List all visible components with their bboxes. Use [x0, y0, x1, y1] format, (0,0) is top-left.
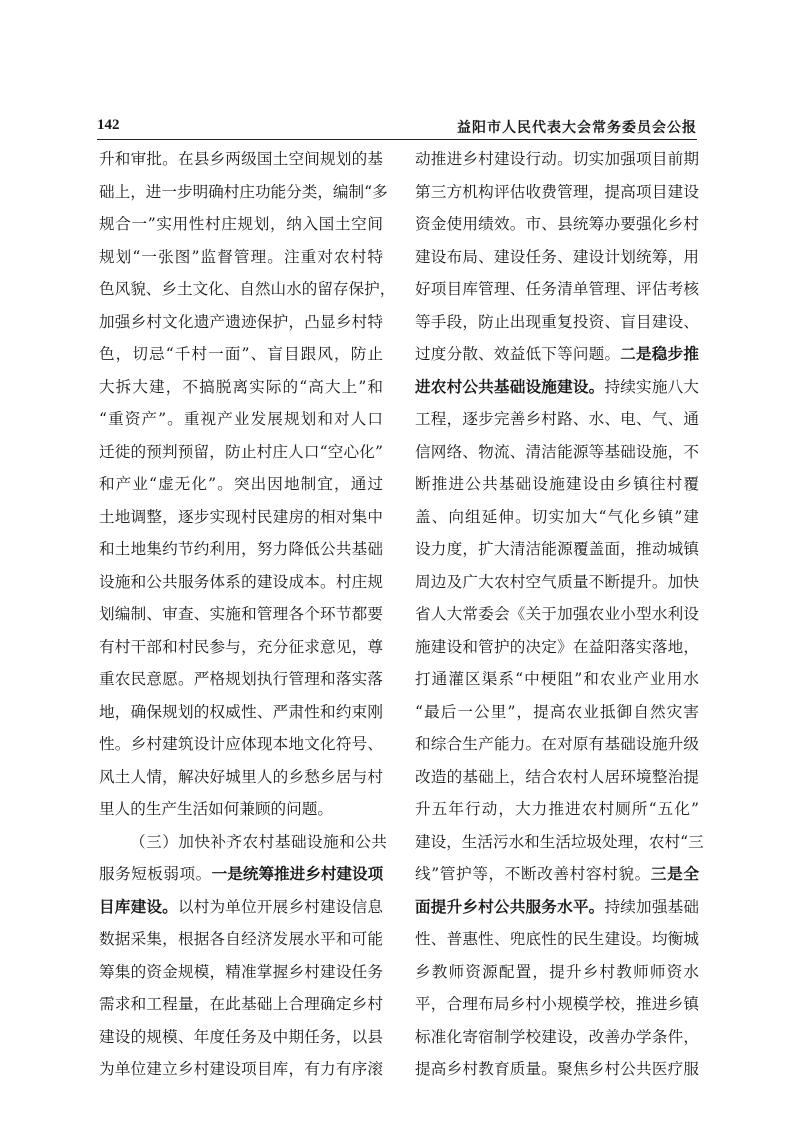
- text-segment: 信网络、物流、清洁能源等基础设施，不: [415, 442, 699, 461]
- text-segment: 周边及广大农村空气质量不断提升。加快: [415, 572, 699, 591]
- text-line: [99, 956, 383, 989]
- text-segment: 改造的基础上，结合农村人居环境整治提: [415, 767, 699, 786]
- text-segment: 性。乡村建筑设计应体现本地文化符号、: [99, 735, 383, 753]
- text-line: [99, 501, 383, 534]
- text-line: [99, 826, 388, 859]
- bold-text-segment: 进农村公共基础设施建设。: [415, 376, 605, 396]
- text-segment: 色风貌、乡土文化、自然山水的留存保护，: [99, 280, 396, 298]
- text-segment: 划编制、审查、实施和管理各个环节都要: [99, 605, 383, 623]
- text-line: [415, 826, 704, 859]
- right-text-column: [415, 143, 704, 1086]
- text-line: [415, 598, 699, 631]
- text-line: [415, 143, 699, 176]
- text-line: [415, 1021, 699, 1054]
- text-segment: 加强乡村文化遗产遗迹保护，凸显乡村特: [99, 312, 383, 331]
- text-segment: 升和审批。在县乡两级国土空间规划的基: [99, 150, 383, 168]
- text-line: [99, 176, 388, 209]
- journal-title: 益阳市人民代表大会常务委员会公报: [457, 120, 697, 136]
- text-segment: 为单位建立乡村建设项目库，有力有序滚: [99, 1060, 383, 1078]
- text-line: [415, 956, 699, 989]
- text-line: [99, 533, 383, 566]
- text-line: [415, 631, 699, 664]
- text-segment: 重农民意愿。严格规划执行管理和落实落: [99, 670, 383, 688]
- bold-text-segment: 三是全: [650, 864, 699, 883]
- text-line: [99, 858, 383, 891]
- text-segment: 础上，进一步明确村庄功能分类，编制“多: [99, 182, 388, 201]
- text-segment: 建设布局、建设任务、建设计划统筹，用: [415, 247, 699, 266]
- text-line: [415, 793, 699, 826]
- text-segment: 地，确保规划的权威性、严肃性和约束刚: [99, 702, 383, 721]
- text-segment: 风土人情，解决好城里人的乡愁乡居与村: [99, 767, 383, 786]
- text-line: [99, 663, 383, 696]
- text-line: [99, 403, 383, 436]
- page-number: 142: [97, 117, 120, 133]
- text-line: [99, 923, 383, 956]
- text-segment: 平，合理布局乡村小规模学校，推进乡镇: [415, 995, 699, 1013]
- text-line: [99, 728, 383, 761]
- text-line: [415, 208, 699, 241]
- text-line: [99, 208, 383, 241]
- text-line: [415, 891, 699, 924]
- text-segment: 动推进乡村建设行动。切实加强项目前期: [415, 150, 699, 168]
- text-line: [415, 923, 699, 956]
- text-segment: 好项目库管理、任务清单管理、评估考核: [415, 280, 699, 298]
- text-line: [415, 338, 699, 371]
- text-segment: 升五年行动，大力推进农村厕所“五化”: [415, 800, 699, 818]
- text-line: [99, 306, 383, 339]
- text-line: [99, 891, 383, 924]
- text-segment: 色，切忌“千村一面”、盲目跟风，防止: [99, 345, 383, 363]
- text-segment: 设力度，扩大清洁能源覆盖面，推动城镇: [415, 540, 699, 558]
- header-divider: [97, 139, 697, 140]
- text-segment: 土地调整，逐步实现村民建房的相对集中: [99, 507, 383, 526]
- bold-text-segment: 目库建设。: [99, 896, 178, 916]
- text-line: [99, 468, 383, 501]
- text-segment: 和土地集约节约利用，努力降低公共基础: [99, 540, 383, 558]
- text-segment: 资金使用绩效。市、县统筹办要强化乡村: [415, 215, 699, 233]
- text-segment: 性、普惠性、兜底性的民生建设。均衡城: [415, 930, 699, 948]
- text-segment: 和综合生产能力。在对原有基础设施升级: [415, 735, 699, 753]
- text-line: [99, 988, 383, 1021]
- text-segment: 有村干部和村民参与，充分征求意见，尊: [99, 637, 383, 656]
- text-segment: 设施和公共服务体系的建设成本。村庄规: [99, 572, 383, 591]
- text-line: [415, 501, 699, 534]
- text-line: [99, 1021, 383, 1054]
- text-segment: 盖、向组延伸。切实加大“气化乡镇”建: [415, 507, 699, 526]
- bold-text-segment: 一是统筹推进乡村建设项: [211, 864, 384, 883]
- text-segment: 里人的生产生活如何兼顾的问题。: [99, 800, 333, 818]
- text-line: [99, 436, 383, 469]
- text-segment: 打通灌区渠系“中梗阻”和农业产业用水: [415, 670, 699, 688]
- text-segment: 规划“一张图”监督管理。注重对农村特: [99, 247, 383, 266]
- text-segment: 乡教师资源配置，提升乡村教师师资水: [415, 962, 699, 981]
- text-line: [99, 598, 383, 631]
- left-text-column: [99, 143, 396, 1086]
- text-segment: 数据采集，根据各自经济发展水平和可能: [99, 930, 383, 948]
- text-line: [415, 241, 699, 274]
- text-segment: 持续加强基础: [604, 897, 699, 916]
- text-segment: 施建设和管护的决定》在益阳落实落地，: [415, 637, 699, 656]
- text-segment: （三）加快补齐农村基础设施和公共: [130, 832, 388, 851]
- text-segment: 迁徙的预判预留，防止村庄人口“空心化”: [99, 442, 383, 461]
- text-segment: 断推进公共基础设施建设由乡镇往村覆: [415, 475, 699, 493]
- text-segment: 规合一”实用性村庄规划，纳入国土空间: [99, 215, 383, 233]
- text-segment: “重资产”。重视产业发展规划和对人口: [99, 410, 383, 428]
- text-segment: 等手段，防止出现重复投资、盲目建设、: [415, 312, 699, 331]
- text-line: [415, 1053, 699, 1086]
- text-line: [415, 533, 699, 566]
- text-segment: 服务短板弱项。: [99, 865, 212, 883]
- text-segment: 标准化寄宿制学校建设，改善办学条件，: [415, 1027, 699, 1046]
- text-line: [415, 663, 699, 696]
- bold-text-segment: 面提升乡村公共服务水平。: [415, 896, 605, 916]
- text-line: [99, 241, 383, 274]
- text-segment: 大拆大建，不搞脱离实际的“高大上”和: [99, 377, 383, 396]
- text-line: [99, 371, 383, 404]
- text-line: [415, 988, 699, 1021]
- text-line: [99, 696, 383, 729]
- page-header: [97, 117, 697, 139]
- text-line: [99, 338, 383, 371]
- text-line: [99, 1053, 383, 1086]
- text-line: [99, 273, 396, 306]
- text-segment: 持续实施八大: [604, 377, 699, 396]
- text-line: [415, 371, 699, 404]
- text-segment: 需求和工程量，在此基础上合理确定乡村: [99, 995, 383, 1013]
- text-line: [415, 696, 699, 729]
- text-line: [415, 436, 699, 469]
- text-segment: “最后一公里”，提高农业抵御自然灾害: [415, 702, 699, 721]
- text-segment: 筹集的资金规模，精准掌握乡村建设任务: [99, 962, 383, 981]
- text-line: [99, 143, 383, 176]
- text-line: [99, 566, 383, 599]
- bold-text-segment: 二是稳步推: [620, 344, 699, 363]
- text-segment: 以村为单位开展乡村建设信息: [177, 897, 383, 916]
- text-line: [99, 761, 383, 794]
- text-line: [415, 728, 699, 761]
- text-segment: 提高乡村教育质量。聚焦乡村公共医疗服: [415, 1060, 699, 1078]
- text-line: [415, 858, 699, 891]
- text-segment: 第三方机构评估收费管理，提高项目建设: [415, 182, 699, 201]
- text-line: [415, 468, 699, 501]
- text-segment: 和产业“虚无化”。突出因地制宜，通过: [99, 475, 383, 493]
- text-line: [99, 631, 383, 664]
- text-line: [415, 273, 699, 306]
- text-line: [415, 403, 699, 436]
- text-segment: 线”管护等，不断改善村容村貌。: [415, 865, 651, 883]
- text-line: [415, 761, 699, 794]
- text-segment: 建设，生活污水和生活垃圾处理，农村“三: [415, 832, 704, 851]
- text-segment: 工程，逐步完善乡村路、水、电、气、通: [415, 410, 699, 428]
- text-line: [415, 176, 699, 209]
- text-segment: 省人大常委会《关于加强农业小型水利设: [415, 605, 699, 623]
- text-line: [99, 793, 383, 826]
- text-line: [415, 306, 699, 339]
- text-segment: 建设的规模、年度任务及中期任务，以县: [99, 1027, 383, 1046]
- text-segment: 过度分散、效益低下等问题。: [415, 345, 621, 363]
- text-line: [415, 566, 699, 599]
